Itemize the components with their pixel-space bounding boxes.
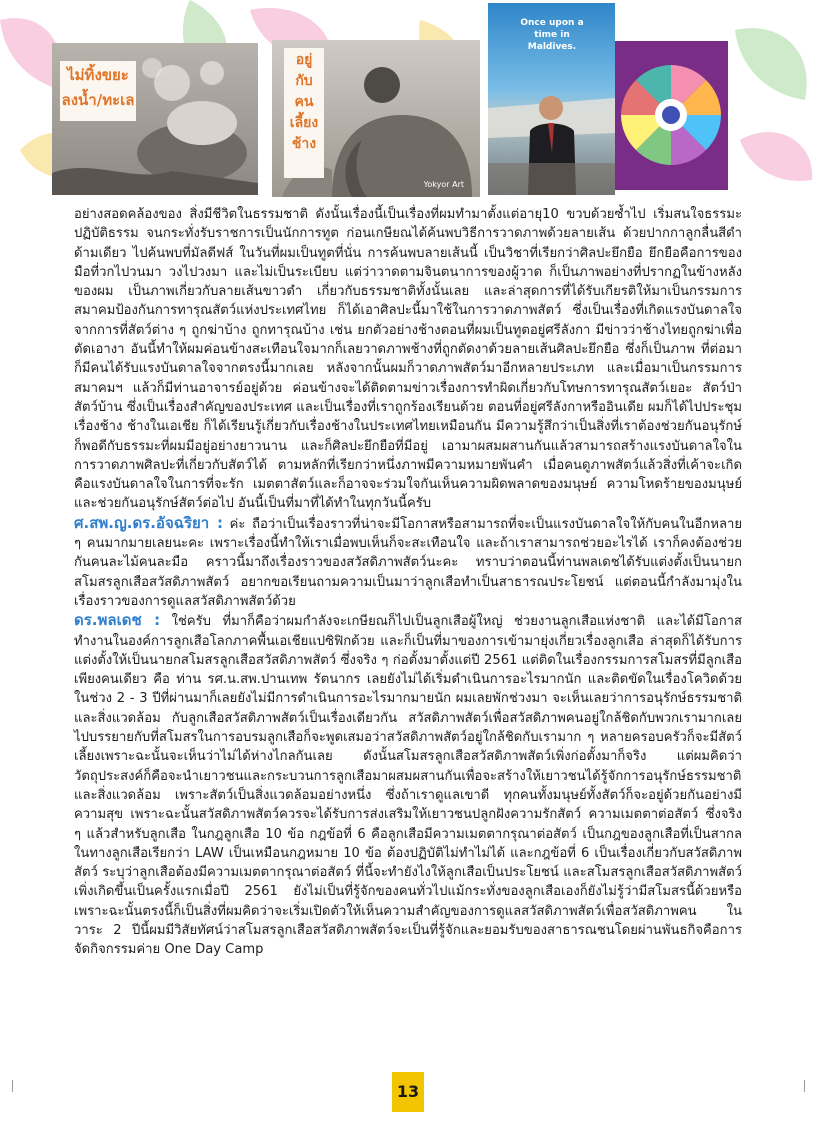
article-paragraph xyxy=(74,514,742,611)
photo-caption-box xyxy=(284,48,324,178)
caption-line: คน xyxy=(294,94,314,110)
crop-mark xyxy=(804,1080,805,1092)
artist-signature: Yokyor Art xyxy=(423,180,464,189)
crop-mark xyxy=(12,1080,13,1092)
scout-law-wheel-graphic xyxy=(615,41,728,190)
photo-caption-box xyxy=(60,61,136,121)
caption-line: เลี้ยง xyxy=(289,115,319,131)
portrait-harbour-photo xyxy=(488,3,615,195)
paragraph-text: ค่ะ ถือว่าเป็นเรื่องราวที่น่าจะมีโอกาสหรือสามารถที่จะเป็นแรงบันดาลใจให้กับคนในอีกหลาย ๆ คนมากมายเลยนะคะ เพราะเรื่องนี้ทำให้เราเมื่อพบเห็นก็จะสะเทือนใจ และถ้าเราสามารถช่วยอะไรได้ เราก็คงต้องช่วยกันคนละไม้คนละมือ คราวนี้มาถึงเรื่องราวของสวัสดิภาพสัตว์นะคะ ทราบว่าตอนนี้ท่านพลเดชได้รับแต่งตั้งเป็นนายกสโมสรลูกเสือสวัสดิภาพสัตว์ อยากขอเรียนถามความเป็นมาว่าลูกเสือทำเป็นสาธารณประโยชน์ แต่ตอนนี้กำลังมามุ่งในเรื่องราวของการดูแลสวัสดิภาพสัตว์ด้วย xyxy=(74,516,742,609)
caption-line: ช้าง xyxy=(291,136,317,152)
article-body xyxy=(74,205,742,960)
caption-line: กับ xyxy=(295,73,313,89)
scout-law-wheel-image xyxy=(615,41,728,190)
paragraph-text: ใช่ครับ ที่มาก็คือว่าผมกำลังจะเกษียณก็ไปเป็นลูกเสือผู้ใหญ่ ช่วยงานลูกเสือแห่งชาติ และได้มีโอกาสทำงานในองค์การลูกเสือโลกภาคพื้นเอเชียแปซิฟิกด้วย และก็เป็นที่มาของการเข้ามายุ่งเกี่ยวเรื่องลูกเสือ ล่าสุดก็ได้รับการแต่งตั้งให้เป็นนายกสโมสรลูกเสือสวัสดิภาพสัตว์ ซึ่งจริง ๆ ก่อตั้งมาตั้งแต่ปี 2561 แต่ติดในเรื่องกรรมการสโมสรที่มีลูกเสือเพียงคนเดียว คือ ท่าน รศ.น.สพ.ปานเทพ รัตนากร เลยยังไม่ได้เริ่มดำเนินการอะไรมากนัก และติดขัดในเรื่องโควิดด้วยในช่วง 2 - 3 ปีที่ผ่านมาก็เลยยังไม่มีการดำเนินการอะไรมากมายนัก ผมเลยพักช่วงมา จะเห็นเลยว่าการอนุรักษ์ธรรมชาติและสิ่งแวดล้อม กับลูกเสือสวัสดิภาพสัตว์เป็นเรื่องเดียวกัน สวัสดิภาพสัตว์เพื่อสวัสดิภาพคนอยู่ใกล้ชิดกับพวกเรามากเลย ไปบรรยายกับที่สโมสรในการอบรมลูกเสือก็จะพูดเสมอว่าสวัสดิภาพสัตว์อยู่ใกล้ชิดกับเรามาก ๆ หลายครอบครัวก็จะมีสัตว์เลี้ยงเพราะฉะนั้นจะเห็นว่าไม่ได้ห่างไกลกันเลย ดังนั้นสโมสรลูกเสือสวัสดิภาพสัตว์เพิ่งก่อตั้งมาก็จริง แต่ผมคิดว่าวัตถุประสงค์ก็คือจะนำเยาวชนและกระบวนการลูกเสือมาผสมผสานกันเพื่อจะสร้างให้เยาวชนได้รู้จักการอนุรักษ์ธรรมชาติและสิ่งแวดล้อม เพราะสัตว์เป็นสิ่งแวดล้อมอย่างหนึ่ง ซึ่งถ้าเราดูแลเขาดี ทุกคนทั้งมนุษย์ทั้งสัตว์ก็จะอยู่ด้วยกันอย่างมีความสุข เพราะฉะนั้นสวัสดิภาพสัตว์ควรจะได้รับการส่งเสริมให้เยาวชนปลูกฝังความรักสัตว์ ความเมตตาต่อสัตว์ ซึ่งจริง ๆ แล้วสำหรับลูกเสือ ในกฎลูกเสือ 10 ข้อ กฎข้อที่ 6 คือลูกเสือมีความเมตตากรุณาต่อสัตว์ เป็นกฎของลูกเสือที่เป็นสากล ในทางลูกเสือเรียกว่า LAW เป็นเหมือนกฎหมาย 10 ข้อ ต้องปฏิบัติไม่ทำไม่ได้ และกฎข้อที่ 6 เป็นเรื่องเกี่ยวกับสวัสดิภาพสัตว์ ระบุว่าลูกเสือต้องมีความเมตตากรุณาต่อสัตว์ ที่นี้จะทำยังไงให้ลูกเสือเป็นประโยชน์ และสโมสรลูกเสือสวัสดิภาพสัตว์เพิ่งเกิดขึ้นเป็นครั้งแรกเมื่อปี 2561 ยังไม่เป็นที่รู้จักของคนทั่วไปแม้กระทั่งของลูกเสือเองก็ยังไม่รู้ว่ามีสโมสรนี้ด้วยหรือเพราะฉะนั้นตรงนี้ก็เป็นสิ่งที่ผมคิดว่าจะเริ่มเปิดตัวให้เห็นความสำคัญของการดูแลสวัสดิภาพสัตว์เพื่อสวัสดิภาพคน ในวาระ 2 ปีนี้ผมมีวิสัยทัศน์ว่าสโมสรลูกเสือสวัสดิภาพสัตว์จะเป็นที่รู้จักและยอมรับของสาธารณชนโดยผ่านพันธกิจคือการจัดกิจกรรมค่าย One Day Camp xyxy=(74,614,742,958)
page-number: 13 xyxy=(392,1072,424,1112)
turtle-drawing-photo xyxy=(52,43,258,195)
article-paragraph xyxy=(74,611,742,959)
caption-line: อยู่ xyxy=(295,52,313,68)
caption-line: ไม่ทิ้งขยะ xyxy=(67,66,129,84)
caption-line: ลงน้ำ/ทะเล xyxy=(61,91,135,109)
speaker-label: ดร.พลเดช : xyxy=(74,611,161,630)
photo-title: Once upon a time in Maldives. xyxy=(520,18,584,52)
article-paragraph: อย่างสอดคล้องของ สิ่งมีชีวิตในธรรมชาติ ดังนั้นเรื่องนี้เป็นเรื่องที่ผมทำมาตั้งแต่อายุ10 ขวบด้วยซ้ำไป เริ่มสนใจธรรมะ ปฏิบัติธรรม จนกระทั่งรับราชการเป็นนักการทูต ก่อนเกษียณได้ค้นพบวิธีการวาดภาพด้วยลายเส้น ด้วยปากกาลูกลื่นสีดำด้ามเดียว ไปค้นพบที่มัลดีฟส์ ในวันที่ผมเป็นทูตที่นั่น การค้นพบลายเส้นนี้ เป็นวิชาที่เรียกว่าศิลปะยึกยือ ยึกยือคือการของมือที่วกไปวนมา วงไปวงมา และไม่เป็นระเบียบ แต่ว่าวาดตามจินตนาการของผู้วาด ก็เป็นภาพอย่างที่ปรากฏในข้างหลังของผม เป็นภาพเกี่ยวกับลายเส้นขาวดำ เกี่ยวกับธรรมชาติทั้งนั้นเลย และล่าสุดการที่ได้รับเกียรติให้มาเป็นกรรมการสมาคมป้องกันการทารุณสัตว์แห่งประเทศไทย ก็ได้เอาศิลปะนี้มาใช้ในการวาดภาพสัตว์ ซึ่งเป็นเรื่องที่เกิดแรงบันดาลใจจากการที่สัตว์ต่าง ๆ ถูกฆ่าบ้าง ถูกทารุณบ้าง เช่น ยกตัวอย่างช้างตอนที่ผมเป็นทูตอยู่ศรีลังกา มีข่าวว่าช้างไทยถูกฆ่าเพื่อตัดเอางา อันนี้ทำให้ผมค่อนข้างสะเทือนใจมากก็เลยวาดภาพช้างที่ถูกตัดงาด้วยลายเส้นศิลปะยึกยือ ซึ่งก็เป็นภาพ ที่ต่อมาก็มีคนได้รับแรงบันดาลใจจากตรงนี้มากเลย หลังจากนั้นผมก็วาดภาพสัตว์มาอีกหลายประเภท และเมื่อมาเป็นกรรมการสมาคมฯ แล้วก็มีท่านอาจารย์อยู่ด้วย ค่อนข้างจะได้ติดตามข่าวเรื่องการทำผิดเกี่ยวกับโทษการทารุณสัตว์เยอะ สัตว์ป่า สัตว์บ้าน ซึ่งเป็นเรื่องสำคัญของประเทศ และเป็นเรื่องที่เราถูกร้องเรียนด้วย ตอนที่อยู่ศรีลังกาหรืออินเดีย ผมก็ได้ไปประชุมเรื่องช้าง ช้างในเอเชีย ก็ได้เรียนรู้เกี่ยวกับเรื่องช้างในประเทศไทยเหมือนกัน มีความรู้สึกว่าเป็นสิ่งที่เราต้องช่วยกันอนุรักษ์ ก็พอดีกับธรรมะที่ผมมีอยู่อย่างยาวนาน และก็ศิลปะยึกยือที่มีอยู่ เอามาผสมผสานกันแล้วสามารถสร้างแรงบันดาลใจในการวาดภาพศิลปะที่เกี่ยวกับสัตว์ได้ ตามหลักที่เรียกว่าหนึ่งภาพมีความหมายพันคำ เมื่อคนดูภาพสัตว์แล้วสิ่งที่เค้าจะเกิดคือแรงบันดาลใจในการที่จะรัก เมตตาสัตว์และก็อาจจะร่วมใจกันเห็นความผิดพลาดของมนุษย์ ความโหดร้ายของมนุษย์ และช่วยกันอนุรักษ์สัตว์ต่อไป อันนี้เป็นที่มาที่ได้ทำในทุกวันนี้ครับ xyxy=(74,207,742,512)
speaker-label: ศ.สพ.ญ.ดร.อัจฉริยา : xyxy=(74,513,223,532)
elephant-drawing-photo xyxy=(272,40,480,197)
